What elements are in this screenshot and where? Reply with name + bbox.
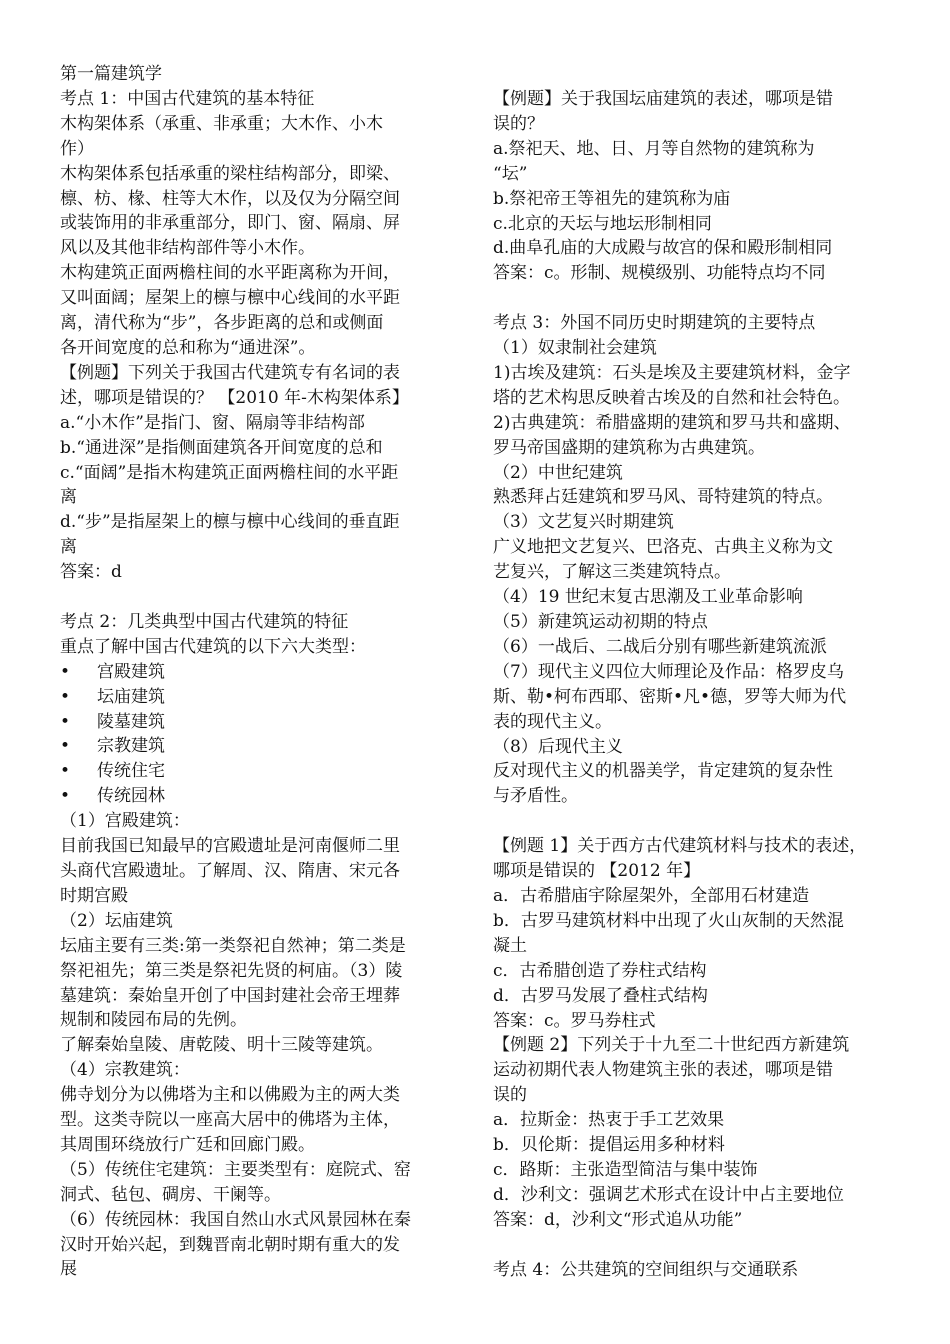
text-line: 熟悉拜占廷建筑和罗马风、哥特建筑的特点。 bbox=[493, 487, 833, 508]
text-line: 罗马帝国盛期的建筑称为古典建筑。 bbox=[493, 437, 765, 458]
text-line: “坛” bbox=[493, 163, 528, 184]
text-line: 答案：d，沙利文“形式追从功能” bbox=[493, 1209, 743, 1230]
text-line: 1)古埃及建筑：石头是埃及主要建筑材料，金字 bbox=[493, 362, 851, 383]
text-line: 斯、勒•柯布西耶、密斯•凡•德，罗等大师为代 bbox=[493, 686, 847, 707]
text-line: 表的现代主义。 bbox=[493, 711, 612, 732]
text-line: 离，清代称为“步”，各步距离的总和或侧面 bbox=[60, 313, 384, 334]
text-line: （5）传统住宅建筑：主要类型有：庭院式、窑 bbox=[60, 1159, 411, 1180]
text-line: 檩、枋、椽、柱等大木作，以及仅为分隔空间 bbox=[60, 188, 400, 209]
text-line: （4）宗教建筑： bbox=[60, 1060, 190, 1081]
text-line: 艺复兴，了解这三类建筑特点。 bbox=[493, 562, 731, 583]
blank-line bbox=[493, 809, 893, 834]
text-line: 运动初期代表人物建筑主张的表述，哪项是错 bbox=[493, 1060, 833, 1081]
text-line: 或装饰用的非承重部分，即门、窗、隔扇、屏 bbox=[60, 213, 400, 234]
bullet-dot: • bbox=[60, 761, 71, 782]
text-line: 离 bbox=[60, 487, 77, 508]
text-line: 答案：c。形制、规模级别、功能特点均不同 bbox=[493, 263, 826, 284]
text-line: （2）中世纪建筑 bbox=[493, 462, 623, 483]
text-line: 答案：c。罗马券柱式 bbox=[493, 1010, 656, 1031]
text-line: 墓建筑：秦始皇开创了中国封建社会帝王埋葬 bbox=[60, 985, 400, 1006]
text-line: d.曲阜孔庙的大成殿与故宫的保和殿形制相同 bbox=[493, 238, 833, 259]
right-column bbox=[493, 87, 893, 1282]
bullet-text: 宗教建筑 bbox=[97, 736, 165, 757]
text-line: 坛庙主要有三类:第一类祭祀自然神；第二类是 bbox=[60, 935, 406, 956]
bullet-item bbox=[60, 685, 460, 710]
blank-line bbox=[493, 286, 893, 311]
text-line: 误的 bbox=[493, 1085, 527, 1106]
text-line: 【例题】关于我国坛庙建筑的表述，哪项是错 bbox=[493, 89, 833, 109]
text-line: 哪项是错误的 【2012 年】 bbox=[493, 861, 701, 882]
text-line: 展 bbox=[60, 1259, 77, 1280]
text-line: b.“通进深”是指侧面建筑各开间宽度的总和 bbox=[60, 437, 383, 458]
text-line: b．古罗马建筑材料中出现了火山灰制的天然混 bbox=[493, 910, 844, 931]
text-line: 头商代宫殿遗址。了解周、汉、隋唐、宋元各 bbox=[60, 860, 400, 881]
text-line: b.祭祀帝王等祖先的建筑称为庙 bbox=[493, 188, 731, 209]
text-line: 述，哪项是错误的？ 【2010 年-木构架体系】 bbox=[60, 387, 409, 408]
bullet-dot: • bbox=[60, 786, 71, 807]
text-line: d．沙利文：强调艺术形式在设计中占主要地位 bbox=[493, 1184, 844, 1205]
text-line: 木构架体系包括承重的梁柱结构部分，即梁、 bbox=[60, 163, 400, 184]
bullet-text: 传统住宅 bbox=[97, 761, 165, 782]
text-line: （1）奴隶制社会建筑 bbox=[493, 338, 657, 359]
text-line: 又叫面阔；屋架上的檩与檩中心线间的水平距 bbox=[60, 288, 400, 309]
bullet-dot: • bbox=[60, 661, 71, 682]
text-line: 汉时开始兴起，到魏晋南北朝时期有重大的发 bbox=[60, 1234, 400, 1255]
text-line: d.“步”是指屋架上的檩与檩中心线间的垂直距 bbox=[60, 512, 400, 533]
text-line: d．古罗马发展了叠柱式结构 bbox=[493, 985, 708, 1006]
bullet-text: 陵墓建筑 bbox=[97, 711, 165, 732]
text-line: c.北京的天坛与地坛形制相同 bbox=[493, 213, 712, 234]
text-line: 了解秦始皇陵、唐乾陵、明十三陵等建筑。 bbox=[60, 1035, 383, 1056]
text-line: c．路斯：主张造型简洁与集中装饰 bbox=[493, 1159, 758, 1180]
bullet-item bbox=[60, 660, 460, 685]
bullet-text: 坛庙建筑 bbox=[97, 686, 165, 707]
text-line: 【例题 1】关于西方古代建筑材料与技术的表述， bbox=[493, 836, 867, 857]
text-line: 考点 3：外国不同历史时期建筑的主要特点 bbox=[493, 313, 816, 334]
bullet-text: 传统园林 bbox=[97, 786, 165, 807]
text-line: a．拉斯金：热衷于手工艺效果 bbox=[493, 1110, 725, 1131]
text-line: （6）一战后、二战后分别有哪些新建筑流派 bbox=[493, 636, 827, 657]
text-line: 佛寺划分为以佛塔为主和以佛殿为主的两大类 bbox=[60, 1085, 400, 1106]
text-line: 目前我国已知最早的宫殿遗址是河南偃师二里 bbox=[60, 836, 400, 857]
text-line: c.“面阔”是指木构建筑正面两檐柱间的水平距 bbox=[60, 462, 399, 483]
text-line: 规制和陵园布局的先例。 bbox=[60, 1010, 247, 1031]
bullet-dot: • bbox=[60, 711, 71, 732]
bullet-dot: • bbox=[60, 736, 71, 757]
text-line: 各开间宽度的总和称为“通进深”。 bbox=[60, 337, 316, 358]
text-line: c．古希腊创造了券柱式结构 bbox=[493, 960, 707, 981]
text-line: 考点 1：中国古代建筑的基本特征 bbox=[60, 88, 315, 109]
bullet-dot: • bbox=[60, 686, 71, 707]
text-line: 反对现代主义的机器美学，肯定建筑的复杂性 bbox=[493, 761, 833, 782]
blank-line bbox=[60, 585, 460, 610]
text-line: 【例题】下列关于我国古代建筑专有名词的表 bbox=[60, 362, 400, 383]
text-line: 考点 4：公共建筑的空间组织与交通联系 bbox=[493, 1259, 799, 1280]
text-line: 风以及其他非结构部件等小木作。 bbox=[60, 238, 315, 259]
text-line: a.祭祀天、地、日、月等自然物的建筑称为 bbox=[493, 138, 815, 159]
bullet-item bbox=[60, 784, 460, 809]
text-line: 祭祀祖先；第三类是祭祀先贤的柯庙。（3）陵 bbox=[60, 960, 403, 981]
text-line: （2）坛庙建筑 bbox=[60, 910, 173, 931]
text-line: 木构建筑正面两檐柱间的水平距离称为开间， bbox=[60, 263, 400, 284]
text-line: （3）文艺复兴时期建筑 bbox=[493, 512, 674, 533]
text-line: 凝土 bbox=[493, 935, 527, 956]
bullet-item bbox=[60, 759, 460, 784]
text-line: （4）19 世纪末复古思潮及工业革命影响 bbox=[493, 587, 803, 608]
text-line: 时期宫殿 bbox=[60, 885, 128, 906]
text-line: a．古希腊庙宇除屋架外，全部用石材建造 bbox=[493, 885, 810, 906]
text-line: 【例题 2】下列关于十九至二十世纪西方新建筑 bbox=[493, 1035, 850, 1056]
text-line: 木构架体系（承重、非承重；大木作、小木 bbox=[60, 113, 383, 134]
text-line: 型。这类寺院以一座高大居中的佛塔为主体， bbox=[60, 1110, 400, 1131]
text-line: （7）现代主义四位大师理论及作品：格罗皮乌 bbox=[493, 661, 844, 682]
text-line: 误的？ bbox=[493, 113, 544, 134]
text-line: 作） bbox=[60, 138, 94, 159]
text-line: （6）传统园林：我国自然山水式风景园林在秦 bbox=[60, 1209, 411, 1230]
text-line: 答案：d bbox=[60, 562, 122, 583]
text-line: 与矛盾性。 bbox=[493, 786, 578, 807]
text-line: 离 bbox=[60, 537, 77, 558]
text-line: 重点了解中国古代建筑的以下六大类型： bbox=[60, 636, 366, 657]
text-line: （5）新建筑运动初期的特点 bbox=[493, 612, 708, 633]
text-line: 洞式、毡包、碉房、干阑等。 bbox=[60, 1184, 281, 1205]
bullet-text: 宫殿建筑 bbox=[97, 661, 165, 682]
bullet-item bbox=[60, 710, 460, 735]
text-line: （8）后现代主义 bbox=[493, 736, 623, 757]
text-line: a.“小木作”是指门、窗、隔扇等非结构部 bbox=[60, 412, 365, 433]
text-line: 2)古典建筑：希腊盛期的建筑和罗马共和盛期、 bbox=[493, 412, 851, 433]
text-line: 第一篇建筑学 bbox=[60, 64, 162, 84]
bullet-item bbox=[60, 734, 460, 759]
text-line: 广义地把文艺复兴、巴洛克、古典主义称为文 bbox=[493, 537, 833, 558]
text-line: 考点 2：几类典型中国古代建筑的特征 bbox=[60, 611, 349, 632]
text-line: （1）宫殿建筑： bbox=[60, 811, 190, 832]
left-column bbox=[60, 62, 460, 1282]
blank-line bbox=[493, 1233, 893, 1258]
text-line: b．贝伦斯：提倡运用多种材料 bbox=[493, 1135, 725, 1156]
text-line: 塔的艺术构思反映着古埃及的自然和社会特色。 bbox=[493, 387, 850, 408]
text-line: 其周围环绕放行广廷和回廊门殿。 bbox=[60, 1134, 315, 1155]
